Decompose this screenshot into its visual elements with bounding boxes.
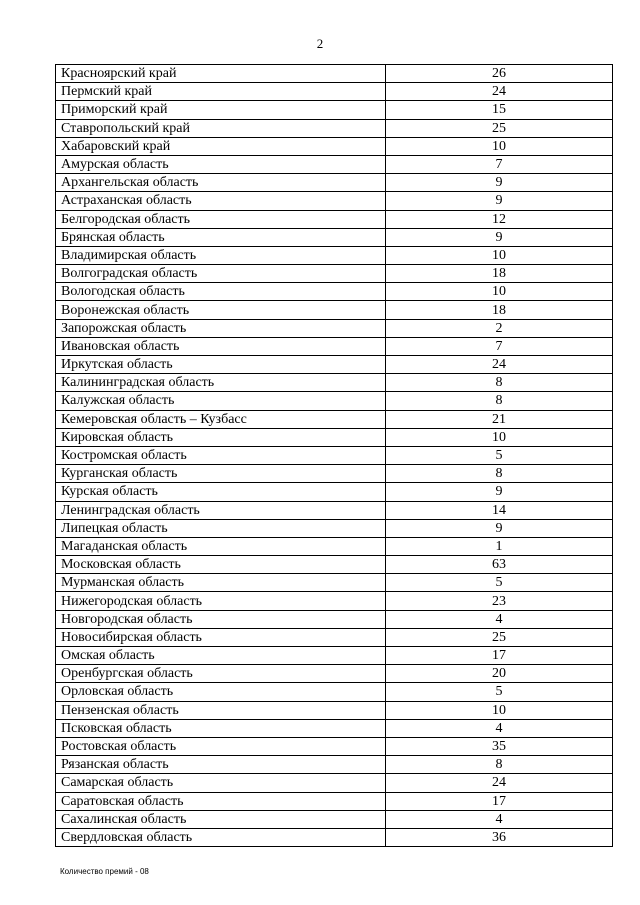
region-name-cell: Вологодская область	[56, 283, 386, 301]
region-name-cell: Воронежская область	[56, 301, 386, 319]
table-row	[56, 810, 613, 828]
table-row	[56, 101, 613, 119]
table-row	[56, 65, 613, 83]
region-name-cell: Иркутская область	[56, 356, 386, 374]
region-count-cell: 17	[386, 792, 613, 810]
table-row	[56, 137, 613, 155]
region-count-cell: 10	[386, 701, 613, 719]
table-row	[56, 174, 613, 192]
table-row	[56, 319, 613, 337]
region-name-cell: Приморский край	[56, 101, 386, 119]
region-name-cell: Костромская область	[56, 446, 386, 464]
table-row	[56, 774, 613, 792]
table-row	[56, 410, 613, 428]
region-name-cell: Нижегородская область	[56, 592, 386, 610]
region-count-cell: 10	[386, 246, 613, 264]
region-name-cell: Кемеровская область – Кузбасс	[56, 410, 386, 428]
table-row	[56, 155, 613, 173]
region-count-cell: 24	[386, 83, 613, 101]
table-row	[56, 556, 613, 574]
region-count-cell: 24	[386, 356, 613, 374]
region-count-cell: 24	[386, 774, 613, 792]
table-row	[56, 574, 613, 592]
region-count-cell: 36	[386, 828, 613, 846]
table-row	[56, 610, 613, 628]
table-row	[56, 737, 613, 755]
region-count-cell: 9	[386, 174, 613, 192]
region-name-cell: Ивановская область	[56, 337, 386, 355]
region-count-cell: 8	[386, 392, 613, 410]
region-count-cell: 14	[386, 501, 613, 519]
region-name-cell: Ленинградская область	[56, 501, 386, 519]
region-name-cell: Новгородская область	[56, 610, 386, 628]
region-count-cell: 10	[386, 428, 613, 446]
table-row	[56, 283, 613, 301]
table-row	[56, 483, 613, 501]
table-row	[56, 83, 613, 101]
region-count-cell: 18	[386, 301, 613, 319]
region-count-cell: 2	[386, 319, 613, 337]
region-name-cell: Брянская область	[56, 228, 386, 246]
region-count-cell: 25	[386, 628, 613, 646]
region-name-cell: Калужская область	[56, 392, 386, 410]
region-count-cell: 26	[386, 65, 613, 83]
region-count-cell: 8	[386, 465, 613, 483]
region-name-cell: Сахалинская область	[56, 810, 386, 828]
region-count-cell: 7	[386, 155, 613, 173]
region-count-cell: 9	[386, 192, 613, 210]
table-row	[56, 337, 613, 355]
region-count-cell: 21	[386, 410, 613, 428]
table-row	[56, 192, 613, 210]
table-row	[56, 683, 613, 701]
table-row	[56, 356, 613, 374]
region-name-cell: Самарская область	[56, 774, 386, 792]
table-row	[56, 501, 613, 519]
region-name-cell: Орловская область	[56, 683, 386, 701]
footer-note: Количество премий - 08	[60, 867, 149, 876]
region-count-cell: 12	[386, 210, 613, 228]
table-row	[56, 647, 613, 665]
table-row	[56, 301, 613, 319]
table-row	[56, 701, 613, 719]
region-count-cell: 10	[386, 137, 613, 155]
table-row	[56, 592, 613, 610]
region-count-cell: 9	[386, 519, 613, 537]
region-count-cell: 4	[386, 610, 613, 628]
table-row	[56, 392, 613, 410]
regions-table-body	[56, 65, 613, 847]
region-count-cell: 4	[386, 719, 613, 737]
region-name-cell: Владимирская область	[56, 246, 386, 264]
region-count-cell: 23	[386, 592, 613, 610]
region-count-cell: 18	[386, 265, 613, 283]
table-row	[56, 628, 613, 646]
table-row	[56, 265, 613, 283]
region-name-cell: Астраханская область	[56, 192, 386, 210]
region-name-cell: Курская область	[56, 483, 386, 501]
region-count-cell: 20	[386, 665, 613, 683]
table-row	[56, 756, 613, 774]
region-count-cell: 7	[386, 337, 613, 355]
table-row	[56, 446, 613, 464]
table-row	[56, 519, 613, 537]
region-count-cell: 10	[386, 283, 613, 301]
region-name-cell: Свердловская область	[56, 828, 386, 846]
regions-table	[55, 64, 613, 847]
table-row	[56, 374, 613, 392]
region-name-cell: Рязанская область	[56, 756, 386, 774]
region-name-cell: Саратовская область	[56, 792, 386, 810]
table-row	[56, 792, 613, 810]
region-count-cell: 4	[386, 810, 613, 828]
table-row	[56, 119, 613, 137]
region-count-cell: 5	[386, 683, 613, 701]
region-name-cell: Магаданская область	[56, 537, 386, 555]
table-row	[56, 665, 613, 683]
region-name-cell: Московская область	[56, 556, 386, 574]
table-row	[56, 828, 613, 846]
region-name-cell: Кировская область	[56, 428, 386, 446]
region-name-cell: Новосибирская область	[56, 628, 386, 646]
region-count-cell: 1	[386, 537, 613, 555]
region-name-cell: Красноярский край	[56, 65, 386, 83]
region-count-cell: 8	[386, 756, 613, 774]
region-name-cell: Архангельская область	[56, 174, 386, 192]
region-name-cell: Мурманская область	[56, 574, 386, 592]
table-row	[56, 719, 613, 737]
region-name-cell: Липецкая область	[56, 519, 386, 537]
region-name-cell: Амурская область	[56, 155, 386, 173]
region-name-cell: Курганская область	[56, 465, 386, 483]
region-count-cell: 25	[386, 119, 613, 137]
table-row	[56, 246, 613, 264]
table-row	[56, 537, 613, 555]
region-name-cell: Пензенская область	[56, 701, 386, 719]
table-row	[56, 465, 613, 483]
region-name-cell: Хабаровский край	[56, 137, 386, 155]
region-count-cell: 35	[386, 737, 613, 755]
region-count-cell: 9	[386, 228, 613, 246]
table-row	[56, 228, 613, 246]
region-name-cell: Ростовская область	[56, 737, 386, 755]
region-name-cell: Белгородская область	[56, 210, 386, 228]
region-name-cell: Омская область	[56, 647, 386, 665]
region-name-cell: Пермский край	[56, 83, 386, 101]
region-name-cell: Волгоградская область	[56, 265, 386, 283]
region-count-cell: 63	[386, 556, 613, 574]
region-count-cell: 5	[386, 574, 613, 592]
region-name-cell: Оренбургская область	[56, 665, 386, 683]
region-count-cell: 8	[386, 374, 613, 392]
region-name-cell: Запорожская область	[56, 319, 386, 337]
page-number: 2	[316, 36, 324, 51]
region-count-cell: 5	[386, 446, 613, 464]
region-name-cell: Калининградская область	[56, 374, 386, 392]
region-count-cell: 15	[386, 101, 613, 119]
region-count-cell: 17	[386, 647, 613, 665]
table-row	[56, 428, 613, 446]
region-count-cell: 9	[386, 483, 613, 501]
table-row	[56, 210, 613, 228]
region-name-cell: Псковская область	[56, 719, 386, 737]
region-name-cell: Ставропольский край	[56, 119, 386, 137]
